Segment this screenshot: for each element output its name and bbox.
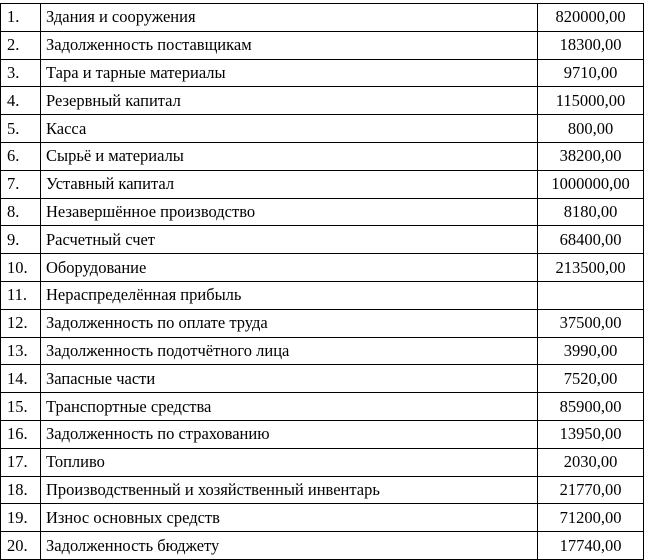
item-amount: 7520,00 [538,365,644,393]
table-row [1,393,644,421]
table-row [1,420,644,448]
item-amount: 8180,00 [538,198,644,226]
row-number: 19. [1,504,41,532]
balance-items-table [0,3,644,560]
item-amount: 85900,00 [538,393,644,421]
table-row [1,337,644,365]
table-row [1,365,644,393]
item-name: Износ основных средств [41,504,538,532]
row-number: 11. [1,281,41,309]
row-number: 18. [1,476,41,504]
item-amount: 38200,00 [538,142,644,170]
table-row [1,59,644,87]
item-amount: 3990,00 [538,337,644,365]
row-number: 15. [1,393,41,421]
row-number: 17. [1,448,41,476]
item-name: Транспортные средства [41,393,538,421]
table-row [1,532,644,560]
item-name: Задолженность по страхованию [41,420,538,448]
item-amount: 18300,00 [538,31,644,59]
row-number: 5. [1,115,41,143]
item-amount [538,281,644,309]
table-row [1,4,644,32]
row-number: 12. [1,309,41,337]
row-number: 4. [1,87,41,115]
item-amount: 800,00 [538,115,644,143]
table-row [1,198,644,226]
table-row [1,226,644,254]
table-row [1,309,644,337]
row-number: 10. [1,254,41,282]
row-number: 1. [1,4,41,32]
item-name: Задолженность бюджету [41,532,538,560]
item-amount: 17740,00 [538,532,644,560]
item-name: Резервный капитал [41,87,538,115]
item-name: Топливо [41,448,538,476]
table-row [1,476,644,504]
item-name: Незавершённое производство [41,198,538,226]
table-row [1,448,644,476]
item-amount: 1000000,00 [538,170,644,198]
item-name: Задолженность подотчётного лица [41,337,538,365]
table-row [1,504,644,532]
item-name: Тара и тарные материалы [41,59,538,87]
item-amount: 68400,00 [538,226,644,254]
row-number: 7. [1,170,41,198]
row-number: 16. [1,420,41,448]
row-number: 3. [1,59,41,87]
item-amount: 115000,00 [538,87,644,115]
row-number: 20. [1,532,41,560]
item-name: Уставный капитал [41,170,538,198]
item-name: Сырьё и материалы [41,142,538,170]
item-name: Задолженность по оплате труда [41,309,538,337]
row-number: 2. [1,31,41,59]
row-number: 14. [1,365,41,393]
table-body [1,4,644,560]
item-amount: 9710,00 [538,59,644,87]
item-amount: 820000,00 [538,4,644,32]
item-name: Касса [41,115,538,143]
table-row [1,170,644,198]
table-row [1,87,644,115]
item-name: Расчетный счет [41,226,538,254]
item-amount: 37500,00 [538,309,644,337]
table-row [1,115,644,143]
item-amount: 213500,00 [538,254,644,282]
table-row [1,31,644,59]
row-number: 8. [1,198,41,226]
item-name: Задолженность поставщикам [41,31,538,59]
item-name: Оборудование [41,254,538,282]
item-amount: 13950,00 [538,420,644,448]
table-row [1,254,644,282]
table-row [1,281,644,309]
item-amount: 21770,00 [538,476,644,504]
item-name: Производственный и хозяйственный инвентарь [41,476,538,504]
item-name: Здания и сооружения [41,4,538,32]
table-row [1,142,644,170]
item-amount: 71200,00 [538,504,644,532]
row-number: 13. [1,337,41,365]
item-name: Нераспределённая прибыль [41,281,538,309]
row-number: 6. [1,142,41,170]
row-number: 9. [1,226,41,254]
item-name: Запасные части [41,365,538,393]
item-amount: 2030,00 [538,448,644,476]
